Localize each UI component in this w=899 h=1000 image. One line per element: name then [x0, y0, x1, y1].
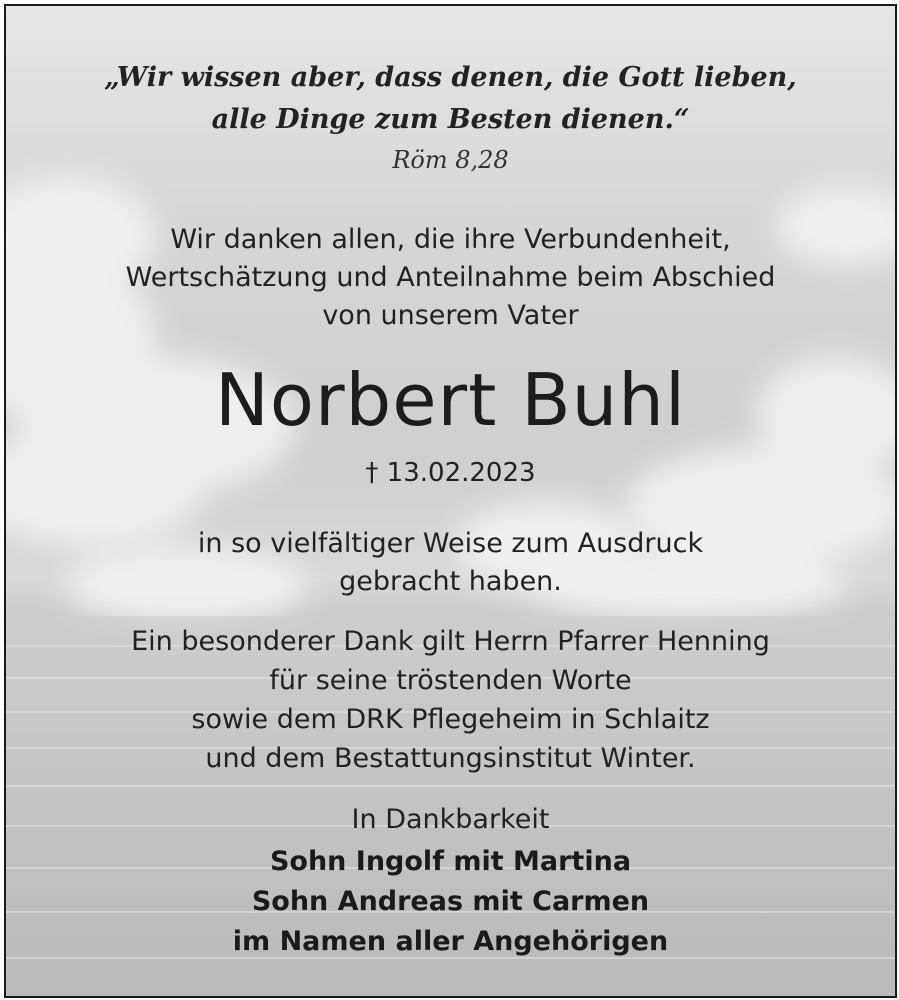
- signer-1: Sohn Ingolf mit Martina: [269, 846, 632, 877]
- verse-line-1: „Wir wissen aber, dass denen, die Gott lieben,: [104, 62, 797, 93]
- thanks-line-3: sowie dem DRK Pflegeheim in Schlaitz: [191, 704, 710, 735]
- continuation-line-2: gebracht haben.: [339, 566, 562, 597]
- signer-2: Sohn Andreas mit Carmen: [251, 886, 650, 917]
- obituary-card: [4, 4, 897, 998]
- continuation-line-1: in so vielfältiger Weise zum Ausdruck: [197, 528, 704, 559]
- signer-3: im Namen aller Angehörigen: [232, 926, 669, 957]
- thanks-line-2: für seine tröstenden Worte: [269, 665, 632, 696]
- deceased-name: Norbert Buhl: [215, 358, 686, 442]
- thanks-line-1: Ein besonderer Dank gilt Herrn Pfarrer Henning: [131, 626, 770, 657]
- verse-reference: Röm 8,28: [392, 146, 509, 174]
- thanks-line-4: und dem Bestattungsinstitut Winter.: [205, 743, 696, 774]
- verse-line-2: alle Dinge zum Besten dienen.“: [211, 104, 690, 135]
- intro-line-1: Wir danken allen, die ihre Verbundenheit,: [170, 224, 731, 255]
- closing-greeting: In Dankbarkeit: [351, 804, 550, 835]
- intro-line-3: von unserem Vater: [322, 300, 579, 331]
- death-date: † 13.02.2023: [365, 458, 536, 488]
- intro-line-2: Wertschätzung und Anteilnahme beim Abschied: [125, 262, 776, 293]
